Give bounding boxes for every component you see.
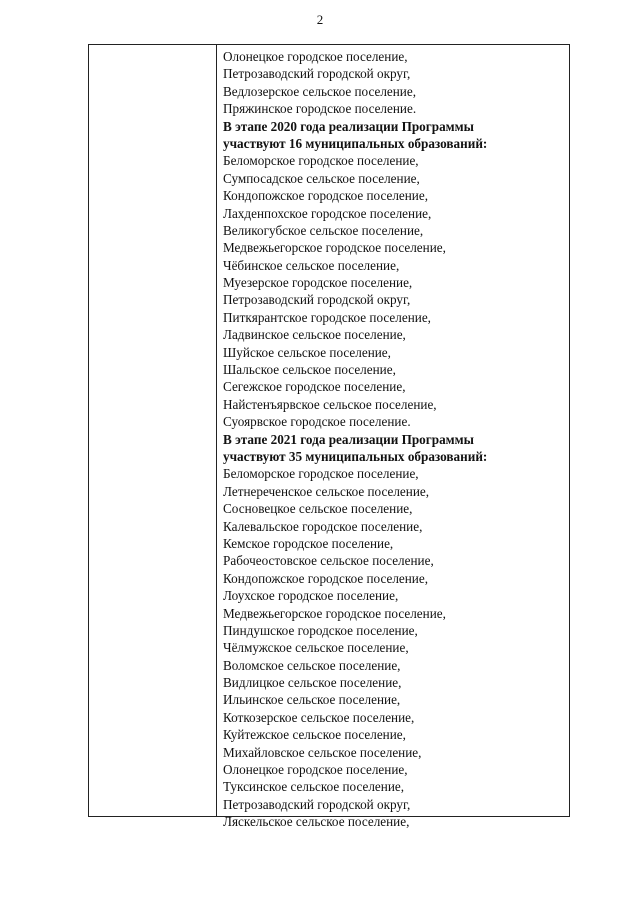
municipality-line: Петрозаводский городской округ, [223, 66, 411, 82]
municipality-line: Найстенъярвское сельское поселение, [223, 396, 437, 412]
municipality-line: Пряжинское городское поселение. [223, 101, 417, 117]
municipality-line: Олонецкое городское поселение, [223, 762, 408, 778]
municipality-line: Пиндушское городское поселение, [223, 622, 418, 638]
municipality-line: Петрозаводский городской округ, [223, 796, 411, 812]
municipality-line: Ведлозерское сельское поселение, [223, 83, 417, 99]
municipality-line: Медвежьегорское городское поселение, [223, 605, 446, 621]
municipality-line: Видлицкое сельское поселение, [223, 675, 402, 691]
municipality-line: Медвежьегорское городское поселение, [223, 240, 446, 256]
municipality-line: Муезерское городское поселение, [223, 275, 413, 291]
municipality-line: Беломорское городское поселение, [223, 153, 419, 169]
section-heading-line: участвуют 35 муниципальных образований: [223, 448, 488, 464]
municipality-line: Сумпосадское сельское поселение, [223, 170, 420, 186]
municipality-line: Ильинское сельское поселение, [223, 692, 401, 708]
section-heading-line: участвуют 16 муниципальных образований: [223, 135, 488, 151]
municipality-line: Шуйское сельское поселение, [223, 344, 391, 360]
municipality-line: Лоухское городское поселение, [223, 588, 399, 604]
municipality-line: Туксинское сельское поселение, [223, 779, 405, 795]
municipality-line: Рабочеостовское сельское поселение, [223, 553, 434, 569]
municipality-line: Ляскельское сельское поселение, [223, 814, 410, 830]
document-table [88, 44, 570, 830]
municipality-line: Михайловское сельское поселение, [223, 744, 422, 760]
municipality-line: Сосновецкое сельское поселение, [223, 501, 413, 517]
municipality-line: Питкярантское городское поселение, [223, 309, 431, 325]
municipality-line: Коткозерское сельское поселение, [223, 709, 415, 725]
municipality-line: Петрозаводский городской округ, [223, 292, 411, 308]
municipality-line: Кондопожское городское поселение, [223, 188, 429, 204]
municipality-line: Куйтежское сельское поселение, [223, 727, 406, 743]
municipality-line: Кемское городское поселение, [223, 535, 394, 551]
municipality-line: Кондопожское городское поселение, [223, 570, 429, 586]
municipality-line: Лахденпохское городское поселение, [223, 205, 432, 221]
municipality-line: Чёлмужское сельское поселение, [223, 640, 409, 656]
municipality-line: Олонецкое городское поселение, [223, 49, 408, 64]
section-heading-line: В этапе 2020 года реализации Программы [223, 118, 474, 134]
municipality-line: Ладвинское сельское поселение, [223, 327, 406, 343]
municipality-line: Шальское сельское поселение, [223, 362, 396, 378]
section-heading-line: В этапе 2021 года реализации Программы [223, 431, 474, 447]
municipality-line: Суоярвское городское поселение. [223, 414, 411, 430]
municipality-line: Летнереченское сельское поселение, [223, 483, 430, 499]
municipality-line: Чёбинское сельское поселение, [223, 257, 400, 273]
municipality-line: Беломорское городское поселение, [223, 466, 419, 482]
municipality-line: Калевальское городское поселение, [223, 518, 423, 534]
table-right-cell [223, 48, 565, 831]
municipality-line: Воломское сельское поселение, [223, 657, 401, 673]
municipality-line: Великогубское сельское поселение, [223, 222, 424, 238]
page-number: 2 [316, 12, 324, 27]
column-divider [216, 45, 217, 816]
municipality-line: Сегежское городское поселение, [223, 379, 406, 395]
